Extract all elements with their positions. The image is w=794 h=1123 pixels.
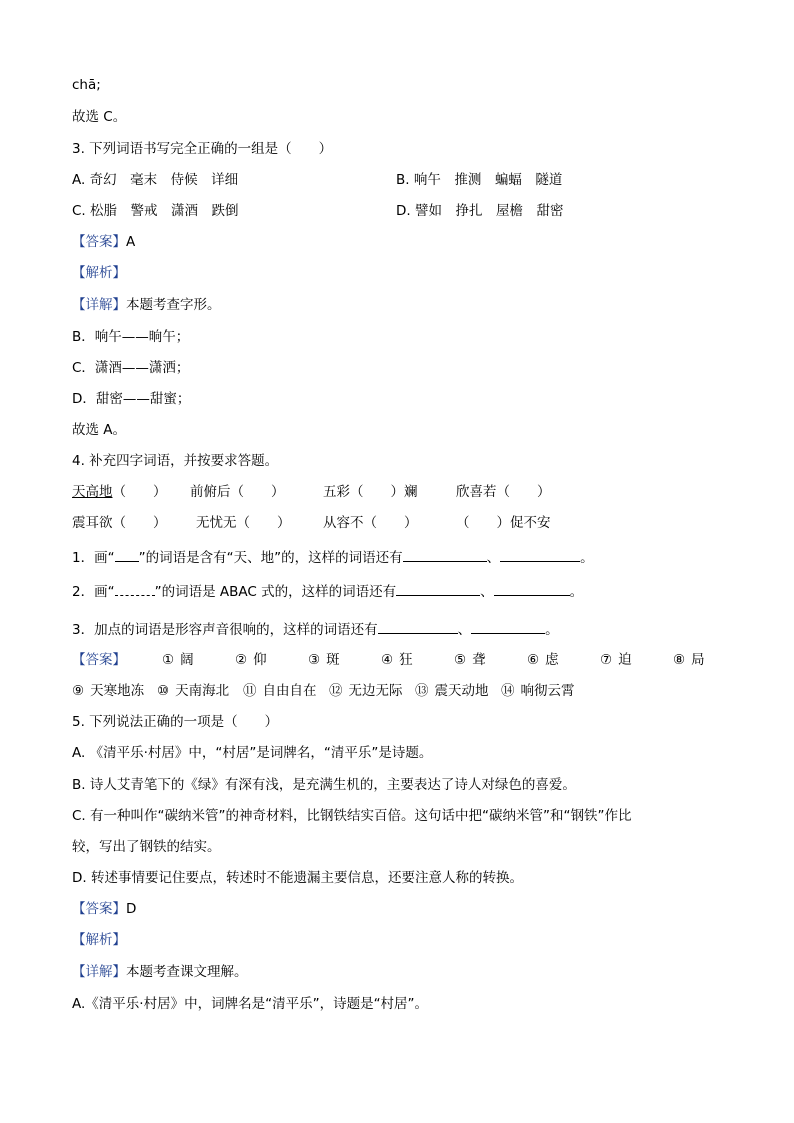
answer-text: 虑 (545, 652, 559, 668)
correction-a: A.《清平乐·村居》中，词牌名是“清平乐”，诗题是“村居”。 (72, 996, 429, 1012)
answer-item (72, 682, 157, 700)
correction-d: D．甜密——甜蜜； (72, 391, 191, 407)
sub-q-text: 2．画“ (72, 584, 115, 600)
answer-number: ⑬ (415, 683, 429, 699)
answer-number: ⑩ (157, 683, 170, 699)
answer-item (381, 651, 454, 669)
detail-text: 本题考查字形。 (126, 297, 221, 313)
answer-label: 【答案】 (72, 234, 126, 250)
answer-text: 自由自在 (262, 683, 317, 699)
idiom-7: 从容不（ ） (323, 515, 418, 531)
answer-value: D (126, 901, 137, 917)
answer-number: ③ (308, 652, 321, 668)
option-d: D. 譬如 挣扎 屋檐 甜密 (396, 203, 564, 219)
answer-item (308, 651, 381, 669)
answer-text: 天南海北 (175, 683, 230, 699)
answer-text: 迫 (618, 652, 632, 668)
answer-blank (378, 620, 458, 634)
answer-text: 天寒地冻 (90, 683, 145, 699)
detail-line (72, 963, 248, 981)
answer-item (673, 651, 733, 669)
answer-label: 【答案】 (72, 901, 126, 917)
option-b: B. 响午 推测 蝙蝠 隧道 (396, 172, 563, 188)
answer-text: 响彻云霄 (520, 683, 575, 699)
idiom-underlined: 天高地 (72, 484, 113, 500)
idiom-5: 震耳欲（ ） (72, 515, 167, 531)
answer-item (527, 651, 600, 669)
answer-blank (471, 620, 545, 634)
sub-question-1 (72, 548, 594, 566)
choose-line: 故选 A。 (72, 422, 127, 438)
answer-number: ⑥ (527, 652, 540, 668)
text-line: chā; (72, 77, 101, 93)
question-3-stem: 3. 下列词语书写完全正确的一组是（ ） (72, 141, 333, 157)
option-a: A. 《清平乐·村居》中，“村居”是词牌名，“清平乐”是诗题。 (72, 745, 433, 761)
sub-q-text: ”的词语是含有“天、地”的，这样的词语还有 (138, 550, 403, 566)
answer-blank (403, 548, 487, 562)
question-4-stem: 4. 补充四字词语，并按要求答题。 (72, 453, 279, 469)
wavy-underline-sample (115, 582, 155, 596)
answer-item (329, 682, 415, 700)
answer-number: ② (235, 652, 248, 668)
answer-number: ④ (381, 652, 394, 668)
correction-c: C．潇酒——潇洒； (72, 360, 190, 376)
analysis-label (72, 931, 126, 949)
sub-q-text: ”的词语是 ABAC 式的，这样的词语还有 (154, 584, 397, 600)
q4-answer-row-2 (72, 682, 587, 700)
answer-text: 无边无际 (348, 683, 403, 699)
detail-label: 【详解】 (72, 964, 126, 980)
answer-item (501, 682, 587, 700)
sub-question-2 (72, 582, 583, 600)
answer-number: ⑦ (600, 652, 613, 668)
answer-text: 震天动地 (434, 683, 489, 699)
option-b: B. 诗人艾青笔下的《绿》有深有浅，是充满生机的，主要表达了诗人对绿色的喜爱。 (72, 777, 576, 793)
q4-answer-row-1 (72, 651, 733, 669)
sub-q-text: 、 (486, 550, 501, 566)
answer-items (72, 683, 587, 699)
idiom-4: 欣喜若（ ） (456, 484, 551, 500)
answer-item (235, 651, 308, 669)
answer-number: ⑨ (72, 683, 85, 699)
answer-number: ⑫ (329, 683, 343, 699)
sub-q-text: 、 (457, 622, 472, 638)
answer-number: ⑧ (673, 652, 686, 668)
answer-number: ① (162, 652, 175, 668)
answer-item (600, 651, 673, 669)
sub-q-text: 1．画“ (72, 550, 115, 566)
detail-label: 【详解】 (72, 297, 126, 313)
answer-item (243, 682, 329, 700)
answer-number: ⑤ (454, 652, 467, 668)
analysis-label (72, 264, 126, 282)
answer-line (72, 233, 135, 251)
answer-blank (396, 582, 480, 596)
answer-number: ⑭ (501, 683, 515, 699)
answer-text: 阔 (180, 652, 194, 668)
text-line: 故选 C。 (72, 109, 127, 125)
detail-text: 本题考查课文理解。 (126, 964, 248, 980)
answer-blank (500, 548, 580, 562)
answer-blank (494, 582, 570, 596)
answer-label: 【答案】 (72, 652, 126, 668)
sub-q-text: 。 (545, 622, 559, 638)
sub-q-text: 、 (480, 584, 494, 600)
answer-item (454, 651, 527, 669)
option-c: C. 有一种叫作“碳纳米管”的神奇材料，比钢铁结实百倍。这句话中把“碳纳米管”和“钢铁”作比 (72, 808, 632, 824)
idiom-6: 无忧无（ ） (196, 515, 291, 531)
answer-text: 狂 (399, 652, 413, 668)
answer-item (415, 682, 501, 700)
analysis-label-text: 【解析】 (72, 265, 126, 281)
straight-underline-sample (115, 548, 139, 562)
answer-items (162, 652, 733, 668)
answer-text: 聋 (472, 652, 486, 668)
detail-line (72, 296, 221, 314)
sub-question-3 (72, 620, 559, 638)
answer-text: 局 (691, 652, 705, 668)
sub-q-text: 。 (580, 550, 594, 566)
answer-text: 仰 (253, 652, 267, 668)
answer-value: A (126, 234, 136, 250)
idiom-1 (72, 483, 167, 501)
analysis-label-text: 【解析】 (72, 932, 126, 948)
idiom-blank: （ ） (112, 484, 167, 500)
idiom-8: （ ）促不安 (456, 515, 551, 531)
answer-number: ⑪ (243, 683, 257, 699)
option-c: C. 松脂 警戒 潇酒 跌倒 (72, 203, 239, 219)
answer-item (162, 651, 235, 669)
option-d: D. 转述事情要记住要点，转述时不能遗漏主要信息，还要注意人称的转换。 (72, 870, 523, 886)
sub-q-text: 3．加点的词语是形容声音很响的，这样的词语还有 (72, 622, 378, 638)
answer-item (157, 682, 243, 700)
correction-b: B．响午——晌午； (72, 329, 190, 345)
idiom-2: 前俯后（ ） (190, 484, 285, 500)
sub-q-text: 。 (569, 584, 584, 600)
answer-text: 斑 (326, 652, 340, 668)
question-5-stem: 5. 下列说法正确的一项是（ ） (72, 714, 279, 730)
option-c-cont: 较，写出了钢铁的结实。 (72, 839, 221, 855)
idiom-3: 五彩（ ）斓 (323, 484, 418, 500)
option-a: A. 奇幻 毫末 侍候 详细 (72, 172, 239, 188)
answer-line (72, 900, 136, 918)
